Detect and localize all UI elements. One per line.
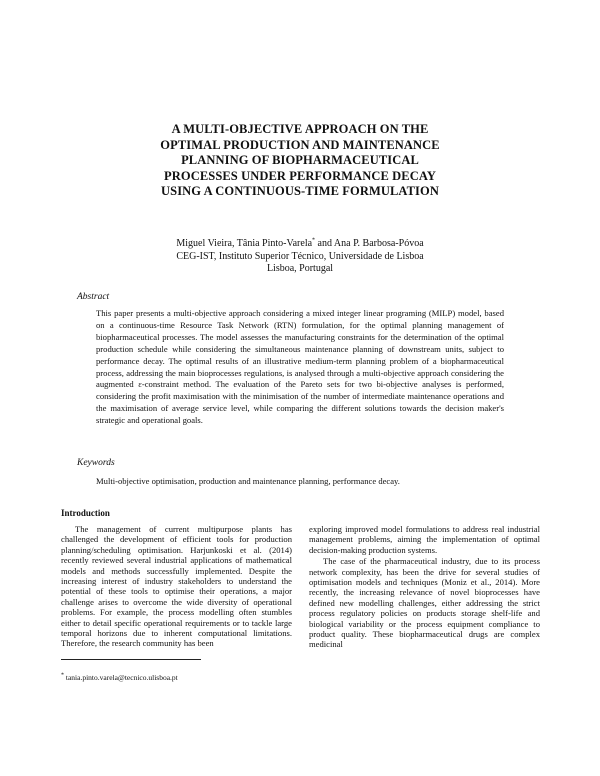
introduction-heading: Introduction xyxy=(61,508,110,518)
footnote xyxy=(61,673,178,682)
footnote-divider xyxy=(61,659,201,660)
title-line: A MULTI-OBJECTIVE APPROACH ON THE xyxy=(171,122,429,136)
paragraph: The case of the pharmaceutical industry, due to its process network complexity, has been the drive for several studies of optimisation models and techniques (Moniz et al., 2014). More recently, the increasing relevance of novel bioprocesses have defined new modelling challenges, either addressing the strict process regulatory policies on products storage shelf-life and biological variability or the process equipment compliance to product quality. These biopharmaceutical drugs are complex medicinal xyxy=(309,556,540,650)
title-line: OPTIMAL PRODUCTION AND MAINTENANCE xyxy=(160,137,440,152)
affiliation: CEG-IST, Instituto Superior Técnico, Universidade de Lisboa xyxy=(176,250,424,262)
left-column xyxy=(61,524,292,649)
right-column xyxy=(309,524,540,650)
author-name: and Ana P. Barbosa-Póvoa xyxy=(315,238,424,249)
keywords-heading: Keywords xyxy=(77,458,115,468)
author-block xyxy=(100,238,500,276)
author-name: Tânia Pinto-Varela xyxy=(236,238,313,249)
title-line: USING A CONTINUOUS-TIME FORMULATION xyxy=(161,184,439,198)
author-name: Miguel Vieira, xyxy=(176,238,237,249)
corresponding-author-mark: * xyxy=(312,237,316,244)
location: Lisboa, Portugal xyxy=(266,263,334,274)
footnote-mark: * xyxy=(61,672,64,679)
paragraph: exploring improved model formulations to address real industrial management problems, aiming the implementation of optimal decision-making production systems. xyxy=(309,524,540,555)
title-line: PLANNING OF BIOPHARMACEUTICAL xyxy=(181,153,419,167)
keywords-text: Multi-objective optimisation, production and maintenance planning, performance decay. xyxy=(96,476,400,486)
footnote-email[interactable]: tania.pinto.varela@tecnico.ulisboa.pt xyxy=(65,673,178,682)
paragraph: The management of current multipurpose plants has challenged the development of efficient tools for production planning/scheduling optimisation. Harjunkoski et al. (2014) recently reviewed several industrial applications of mathematical models and methods successfully implemented. Despite the increasing interest of industry stakeholders to understand the potential of these tools to optimise their operations, a major challenge arises to overcome the wide diversity of operational problems. For example, the process modelling often stumbles either to detail specific operational requirements or to tackle large temporal horizons due to inherent computational limitations. Therefore, the research community has been xyxy=(61,524,292,649)
abstract-text: This paper presents a multi-objective approach considering a mixed integer linear programing (MILP) model, based on a continuous-time Resource Task Network (RTN) formulation, for the optimal planning management of biopharmaceutical processes. The model assesses the manufacturing constraints for the determination of the optimal production schedule while considering the simultaneous maintenance planning of downstream units, subject to performance decay. The optimal results of an illustrative medium-term planning problem of a biopharmaceutical process, addressing the main bioprocesses regulations, is analysed through a multi-objective approach considering the augmented ε-constraint method. The evaluation of the Pareto sets for two bi-objective analyses is performed, considering the profit maximisation with the minimisation of the number of intermediate maintenance operations and the maximisation of average service level, while comparing the different solutions towards the decision maker's strategic and operational goals. xyxy=(96,308,504,426)
title-line: PROCESSES UNDER PERFORMANCE DECAY xyxy=(164,168,436,183)
paper-title xyxy=(90,122,510,200)
author-names xyxy=(100,238,500,251)
abstract-heading: Abstract xyxy=(77,292,110,302)
